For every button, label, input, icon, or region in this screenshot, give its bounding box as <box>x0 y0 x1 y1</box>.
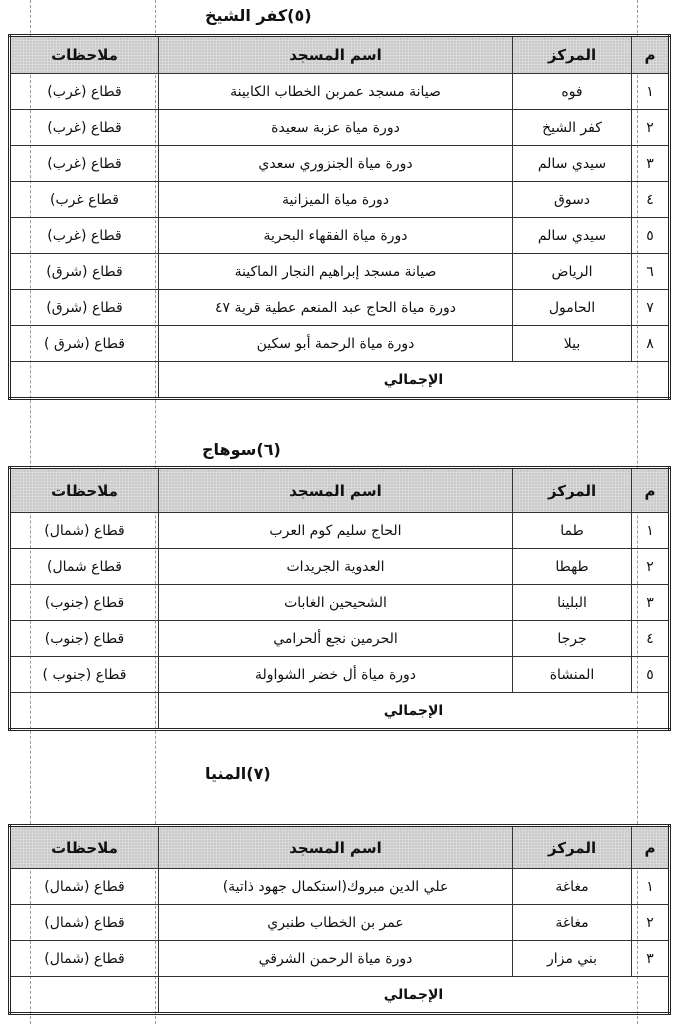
table-row <box>10 74 670 110</box>
cell-mosque-name: العدوية الجريدات <box>159 549 513 585</box>
cell-notes: قطاع (غرب) <box>10 74 159 110</box>
cell-mosque-name: علي الدين مبروك(استكمال جهود ذاتية) <box>159 869 513 905</box>
cell-center: سيدي سالم <box>513 218 632 254</box>
mosque-table-sohag <box>8 466 671 731</box>
cell-mosque-name: دورة مياة الجنزوري سعدي <box>159 146 513 182</box>
table-header-row <box>10 36 670 74</box>
cell-num: ٣ <box>632 146 670 182</box>
cell-mosque-name: عمر بن الخطاب طنبري <box>159 905 513 941</box>
cell-notes: قطاع (جنوب) <box>10 621 159 657</box>
cell-center: المنشاة <box>513 657 632 693</box>
cell-notes: قطاع (غرب) <box>10 146 159 182</box>
table-row <box>10 941 670 977</box>
column-header-center: المركز <box>513 468 632 513</box>
table-header-row <box>10 468 670 513</box>
column-header-center: المركز <box>513 36 632 74</box>
table-row <box>10 585 670 621</box>
table-total-row <box>10 977 670 1014</box>
total-notes-cell <box>10 362 159 399</box>
cell-mosque-name: دورة مياة الميزانية <box>159 182 513 218</box>
total-label: الإجمالي <box>159 693 670 730</box>
total-label: الإجمالي <box>159 362 670 399</box>
table-row <box>10 254 670 290</box>
cell-num: ٤ <box>632 621 670 657</box>
table-header-row <box>10 826 670 869</box>
cell-num: ٨ <box>632 326 670 362</box>
section-title-kafr-el-sheikh: (٥)كفر الشيخ <box>205 6 312 25</box>
table-row <box>10 657 670 693</box>
cell-num: ٣ <box>632 941 670 977</box>
cell-mosque-name: دورة مياة الحاج عبد المنعم عطية قرية ٤٧ <box>159 290 513 326</box>
cell-num: ٦ <box>632 254 670 290</box>
cell-center: جرجا <box>513 621 632 657</box>
cell-mosque-name: دورة مياة عزبة سعيدة <box>159 110 513 146</box>
cell-num: ٣ <box>632 585 670 621</box>
cell-center: مغاغة <box>513 869 632 905</box>
cell-notes: قطاع (شمال) <box>10 869 159 905</box>
cell-center: بيلا <box>513 326 632 362</box>
table-total-row <box>10 693 670 730</box>
cell-center: فوه <box>513 74 632 110</box>
cell-center: دسوق <box>513 182 632 218</box>
table-row <box>10 549 670 585</box>
cell-center: البلينا <box>513 585 632 621</box>
cell-center: سيدي سالم <box>513 146 632 182</box>
table-total-row <box>10 362 670 399</box>
column-header-mosque-name: اسم المسجد <box>159 826 513 869</box>
cell-num: ٢ <box>632 110 670 146</box>
column-header-mosque-name: اسم المسجد <box>159 468 513 513</box>
cell-num: ١ <box>632 869 670 905</box>
mosque-table-kafr-el-sheikh <box>8 34 671 400</box>
cell-mosque-name: الشحيحين الغابات <box>159 585 513 621</box>
column-header-num: م <box>632 468 670 513</box>
cell-center: كفر الشيخ <box>513 110 632 146</box>
cell-num: ٧ <box>632 290 670 326</box>
column-header-center: المركز <box>513 826 632 869</box>
cell-center: الحامول <box>513 290 632 326</box>
cell-mosque-name: صيانة مسجد إبراهيم النجار الماكينة <box>159 254 513 290</box>
table-row <box>10 218 670 254</box>
cell-num: ٤ <box>632 182 670 218</box>
mosque-table-minya <box>8 824 671 1015</box>
table-row <box>10 621 670 657</box>
cell-center: بني مزار <box>513 941 632 977</box>
cell-mosque-name: الحاج سليم كوم العرب <box>159 513 513 549</box>
column-header-num: م <box>632 36 670 74</box>
table-row <box>10 869 670 905</box>
cell-notes: قطاع (غرب) <box>10 110 159 146</box>
cell-mosque-name: دورة مياة الفقهاء البحرية <box>159 218 513 254</box>
cell-num: ٥ <box>632 218 670 254</box>
cell-notes: قطاع (شرق) <box>10 290 159 326</box>
cell-notes: قطاع غرب) <box>10 182 159 218</box>
cell-num: ١ <box>632 513 670 549</box>
section-title-sohag: (٦)سوهاج <box>202 440 281 459</box>
cell-center: الرياض <box>513 254 632 290</box>
cell-center: طما <box>513 513 632 549</box>
table-row <box>10 110 670 146</box>
total-label: الإجمالي <box>159 977 670 1014</box>
cell-mosque-name: دورة مياة أل خضر الشواولة <box>159 657 513 693</box>
table-row <box>10 326 670 362</box>
cell-num: ١ <box>632 74 670 110</box>
cell-notes: قطاع شمال) <box>10 549 159 585</box>
column-header-notes: ملاحظات <box>10 36 159 74</box>
cell-notes: قطاع (جنوب ) <box>10 657 159 693</box>
cell-mosque-name: دورة مياة الرحمن الشرقي <box>159 941 513 977</box>
column-header-mosque-name: اسم المسجد <box>159 36 513 74</box>
cell-mosque-name: دورة مياة الرحمة أبو سكين <box>159 326 513 362</box>
table-row <box>10 182 670 218</box>
cell-notes: قطاع (شرق) <box>10 254 159 290</box>
table-row <box>10 905 670 941</box>
column-header-notes: ملاحظات <box>10 468 159 513</box>
table-row <box>10 513 670 549</box>
cell-notes: قطاع (شرق ) <box>10 326 159 362</box>
column-header-num: م <box>632 826 670 869</box>
cell-notes: قطاع (شمال) <box>10 905 159 941</box>
table-row <box>10 146 670 182</box>
cell-center: مغاغة <box>513 905 632 941</box>
cell-center: طهطا <box>513 549 632 585</box>
cell-num: ٥ <box>632 657 670 693</box>
cell-notes: قطاع (جنوب) <box>10 585 159 621</box>
table-row <box>10 290 670 326</box>
section-title-minya: (٧)المنيا <box>205 764 271 783</box>
column-header-notes: ملاحظات <box>10 826 159 869</box>
cell-num: ٢ <box>632 549 670 585</box>
cell-notes: قطاع (شمال) <box>10 513 159 549</box>
cell-mosque-name: صيانة مسجد عمربن الخطاب الكابينة <box>159 74 513 110</box>
total-notes-cell <box>10 693 159 730</box>
cell-notes: قطاع (غرب) <box>10 218 159 254</box>
cell-mosque-name: الحرمين نجع ألحرامي <box>159 621 513 657</box>
total-notes-cell <box>10 977 159 1014</box>
cell-num: ٢ <box>632 905 670 941</box>
cell-notes: قطاع (شمال) <box>10 941 159 977</box>
